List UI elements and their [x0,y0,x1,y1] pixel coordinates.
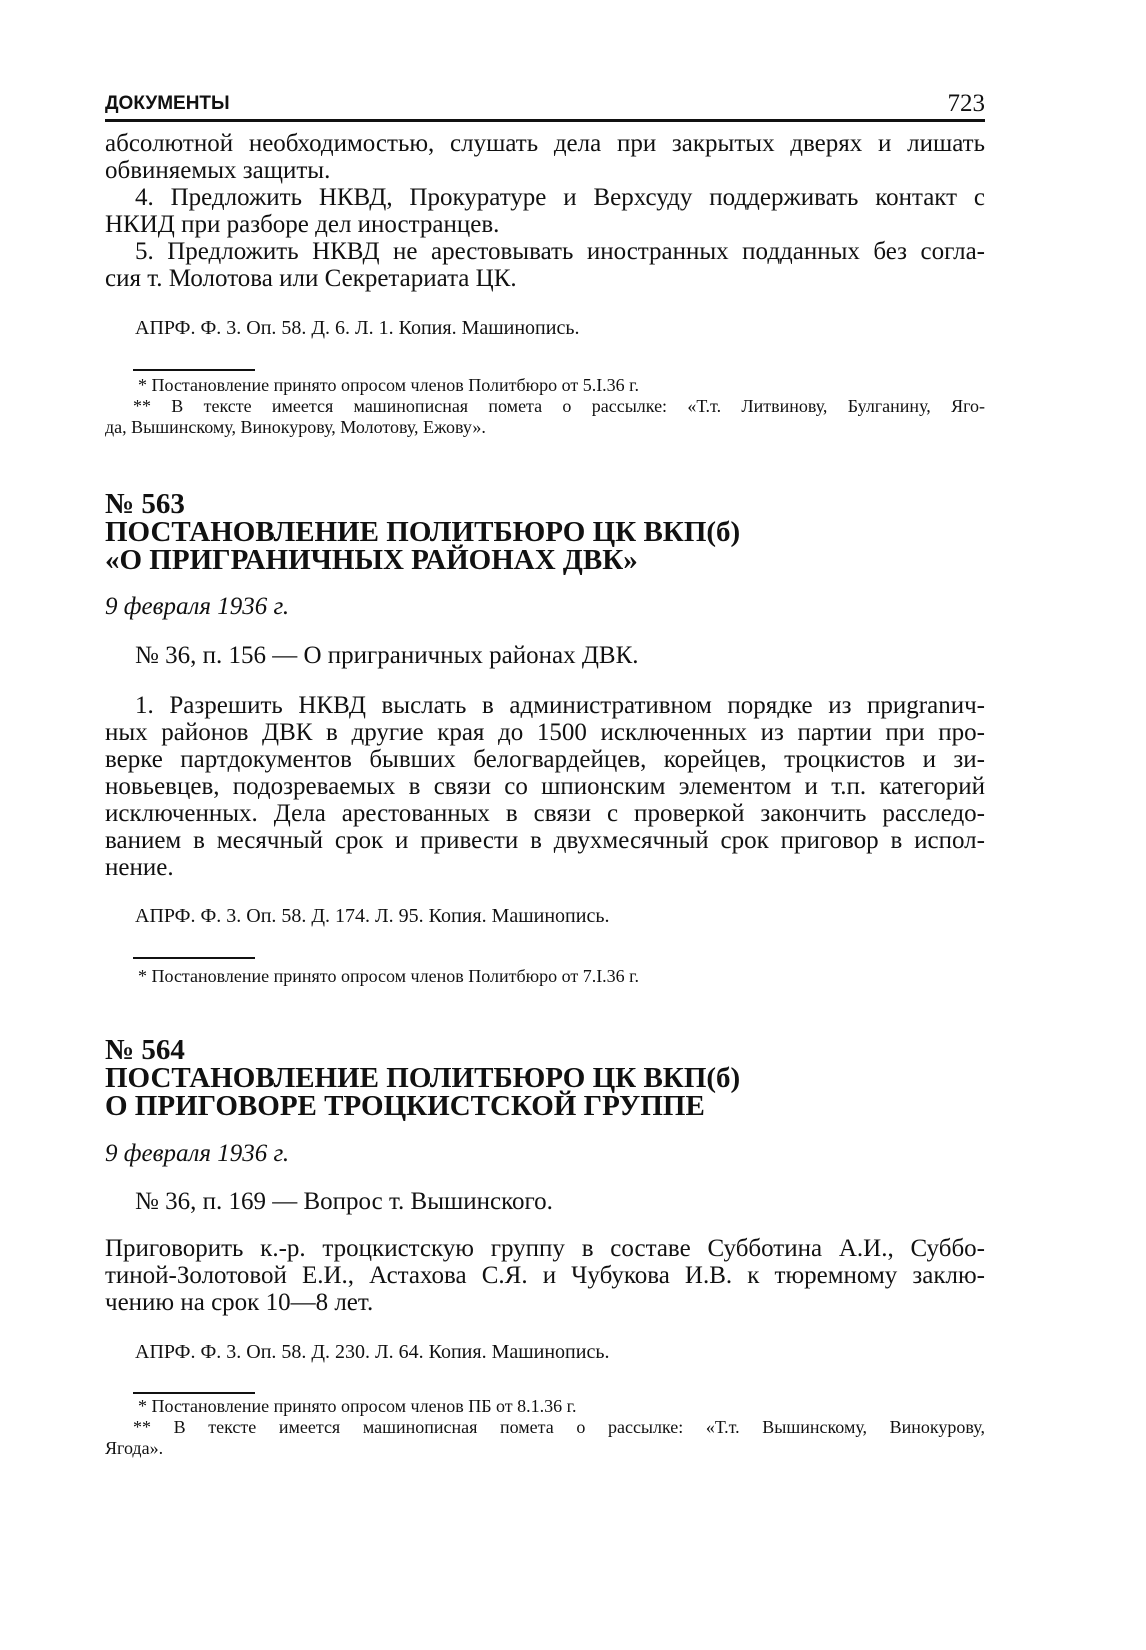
footnote-divider [133,369,255,371]
footnote-line: ** В тексте имеется машинописная помета о рассылке: «Т.т. Вышинскому, Винокурову, [133,1417,985,1437]
archive-source: АПРФ. Ф. 3. Оп. 58. Д. 174. Л. 95. Копия. Машинопись. [135,905,610,927]
archive-source: АПРФ. Ф. 3. Оп. 58. Д. 230. Л. 64. Копия. Машинопись. [135,1341,610,1363]
paragraph-line: нение. [105,854,174,881]
paragraph-line: чению на срок 10—8 лет. [105,1289,374,1316]
paragraph-line: верке партдокументов бывших белогвардейцев, корейцев, троцкистов и зи- [105,746,985,773]
protocol-reference: № 36, п. 156 — О приграничных районах ДВК. [135,642,639,669]
header-rule [105,119,985,122]
paragraph-line: обвиняемых защиты. [105,157,331,184]
document-title: ПОСТАНОВЛЕНИЕ ПОЛИТБЮРО ЦК ВКП(б) [105,1062,741,1094]
paragraph-line: ванием в месячный срок и привести в двухмесячный срок приговор в испол- [105,827,985,854]
paragraph-line: 5. Предложить НКВД не арестовывать иностранных подданных без согла- [135,238,985,265]
paragraph-line: НКИД при разборе дел иностранцев. [105,211,500,238]
paragraph-line: абсолютной необходимостью, слушать дела при закрытых дверях и лишать [105,130,985,157]
document-date: 9 февраля 1936 г. [105,593,290,620]
footnote-line: * Постановление принято опросом членов ПБ от 8.1.36 г. [138,1396,577,1416]
document-date: 9 февраля 1936 г. [105,1140,290,1167]
protocol-reference: № 36, п. 169 — Вопрос т. Вышинского. [135,1188,553,1215]
document-number: № 563 [105,488,185,520]
footnote-divider [133,957,255,959]
page-number: 723 [947,90,985,117]
running-header: ДОКУМЕНТЫ [105,93,230,114]
footnote-line: ** В тексте имеется машинописная помета о рассылке: «Т.т. Литвинову, Булганину, Яго- [133,396,985,416]
footnote-line: * Постановление принято опросом членов Политбюро от 5.I.36 г. [138,375,640,395]
paragraph-line: 4. Предложить НКВД, Прокуратуре и Верхсуду поддерживать контакт с [135,184,985,211]
paragraph-line: сия т. Молотова или Секретариата ЦК. [105,265,517,292]
paragraph-line: ных районов ДВК в другие края до 1500 исключенных из партии при про- [105,719,985,746]
paragraph-line: Приговорить к.-р. троцкистскую группу в составе Субботина А.И., Суббо- [105,1235,985,1262]
paragraph-line: 1. Разрешить НКВД выслать в административном порядке из приgranич- [135,692,985,719]
footnote-line: * Постановление принято опросом членов Политбюро от 7.I.36 г. [138,966,640,986]
document-title: ПОСТАНОВЛЕНИЕ ПОЛИТБЮРО ЦК ВКП(б) [105,516,741,548]
archive-source: АПРФ. Ф. 3. Оп. 58. Д. 6. Л. 1. Копия. Машинопись. [135,317,580,339]
footnote-line: Ягода». [105,1438,164,1458]
document-title: «О ПРИГРАНИЧНЫХ РАЙОНАХ ДВК» [105,544,638,576]
paragraph-line: новьевцев, подозреваемых в связи со шпионским элементом и т.п. категорий [105,773,985,800]
paragraph-line: исключенных. Дела арестованных в связи с проверкой закончить расследо- [105,800,985,827]
paragraph-line: тиной-Золотовой Е.И., Астахова С.Я. и Чубукова И.В. к тюремному заклю- [105,1262,985,1289]
document-number: № 564 [105,1034,185,1066]
footnote-line: да, Вышинскому, Винокурову, Молотову, Ежову». [105,417,486,437]
footnote-divider [133,1392,255,1394]
document-title: О ПРИГОВОРЕ ТРОЦКИСТСКОЙ ГРУППЕ [105,1090,705,1122]
